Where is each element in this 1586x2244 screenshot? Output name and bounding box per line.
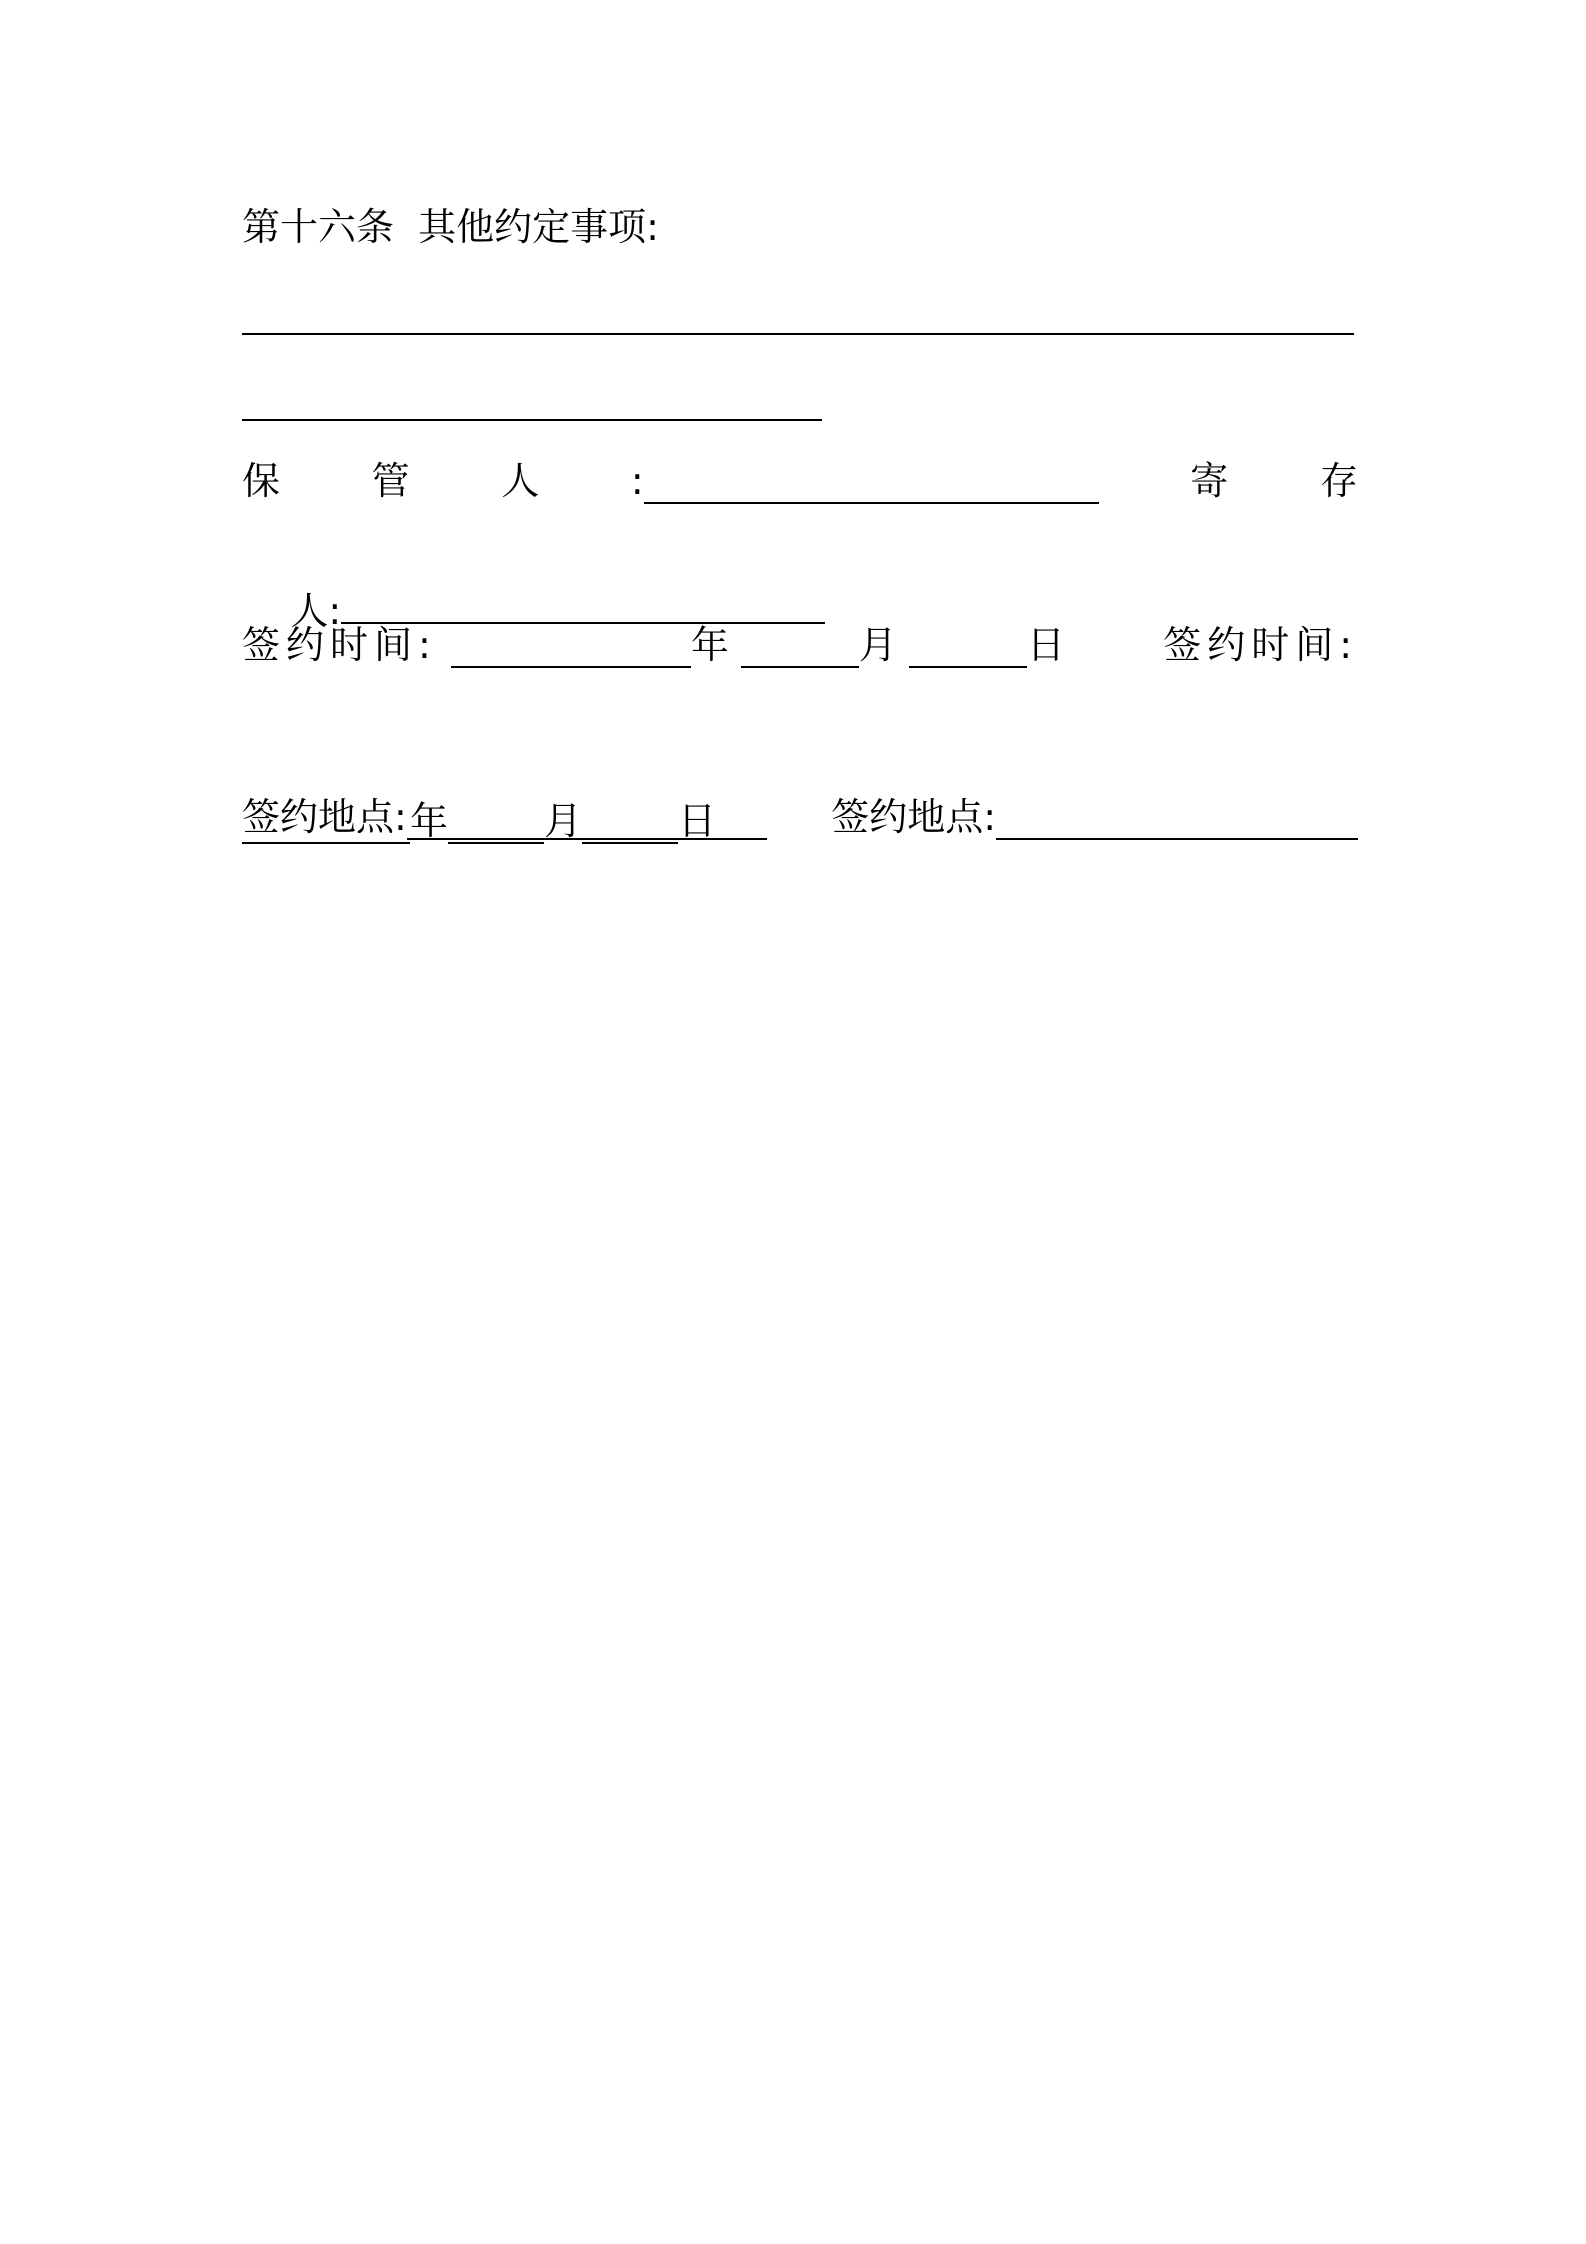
sign-time-2-month-unit: 月 (544, 799, 583, 843)
sign-place-blank[interactable] (407, 802, 767, 840)
sign-time-day-blank[interactable] (909, 630, 1027, 668)
sign-time-label-2: 签约时间: (1163, 623, 1358, 667)
sign-time-label: 签约时间: (242, 623, 437, 667)
custodian-char-2: 管 (371, 459, 410, 503)
sign-time-year-blank[interactable] (451, 630, 691, 668)
other-terms-blank-line-2[interactable] (242, 419, 822, 421)
sign-place-label: 签约地点: (242, 795, 407, 839)
sign-time-year-unit: 年 (690, 623, 729, 667)
sign-place-label-2: 签约地点: (831, 795, 996, 839)
article-heading: 第十六条 其他约定事项: (242, 205, 659, 249)
sign-place-blank-2[interactable] (996, 802, 1358, 840)
custodian-signature-blank[interactable] (644, 466, 1099, 504)
other-terms-blank-line-1[interactable] (242, 333, 1354, 335)
depositor-label: 人: (290, 589, 342, 633)
sign-time-2-year-unit: 年 (410, 799, 449, 843)
sign-time-month-unit: 月 (858, 623, 897, 667)
sign-place-row (242, 794, 1358, 840)
custodian-colon: : (630, 459, 644, 503)
depositor-char-1: 寄 (1190, 459, 1229, 503)
sign-place-right (831, 794, 1358, 840)
custodian-char-3: 人 (501, 459, 540, 503)
custodian-char-1: 保 (242, 459, 281, 503)
sign-time-2-day-unit: 日 (678, 799, 717, 843)
custodian-field (631, 458, 1099, 504)
sign-time-month-blank[interactable] (741, 630, 859, 668)
sign-place-left (242, 794, 767, 840)
sign-time-left (242, 622, 1065, 668)
depositor-signature-blank[interactable] (341, 586, 825, 624)
sign-time-day-unit: 日 (1026, 623, 1065, 667)
depositor-char-2: 存 (1319, 459, 1358, 503)
sign-time-row (242, 622, 1358, 668)
signatory-row (242, 458, 1358, 504)
